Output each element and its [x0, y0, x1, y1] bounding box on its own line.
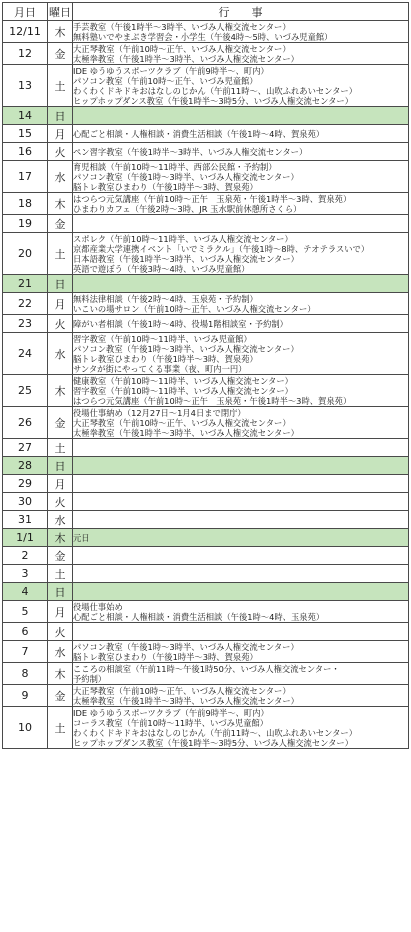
event-calendar-table [2, 2, 409, 749]
date-cell: 12 [3, 43, 48, 65]
event-line: 太極拳教室（午後1時半～3時半、いづみ人権交流センター） [73, 53, 299, 64]
events-cell [73, 601, 409, 623]
event-line: スポレク（午前10時～11時半、いづみ人権交流センター） [73, 233, 293, 244]
weekday-cell: 金 [48, 215, 73, 233]
event-line: サンタが街にやってくる事業（夜、町内一円） [73, 363, 247, 374]
date-cell: 1/1 [3, 529, 48, 547]
event-line: IDE ゆうゆうスポーツクラブ（午前9時半～、町内） [73, 65, 269, 76]
weekday-cell: 木 [48, 193, 73, 215]
events-cell [73, 65, 409, 107]
events-cell [73, 125, 409, 143]
table-row [3, 107, 409, 125]
event-line: IDE ゆうゆうスポーツクラブ（午前9時半～、町内） [73, 707, 269, 718]
weekday-cell: 火 [48, 143, 73, 161]
weekday-cell: 木 [48, 529, 73, 547]
date-cell: 3 [3, 565, 48, 583]
table-row [3, 529, 409, 547]
event-line: パソコン教室（午後1時～3時半、いづみ人権交流センター） [73, 641, 299, 652]
events-cell [73, 407, 409, 439]
date-cell: 2 [3, 547, 48, 565]
weekday-cell: 木 [48, 21, 73, 43]
event-line: 健康教室（午前10時～11時半、いづみ人権交流センター） [73, 375, 293, 386]
table-row [3, 193, 409, 215]
weekday-cell: 金 [48, 43, 73, 65]
weekday-cell: 土 [48, 439, 73, 457]
events-cell [73, 475, 409, 493]
date-cell: 4 [3, 583, 48, 601]
event-line: 役場仕事始め [73, 601, 123, 612]
header-date: 月日 [3, 3, 48, 21]
header-events: 行 事 [73, 3, 409, 21]
date-cell: 17 [3, 161, 48, 193]
table-header-row [3, 3, 409, 21]
weekday-cell: 日 [48, 275, 73, 293]
date-cell: 27 [3, 439, 48, 457]
table-row [3, 583, 409, 601]
event-line: ひまわりカフェ（午後2時～3時、JR 玉水駅前休憩所さくら） [73, 203, 302, 214]
event-line: ヒップホップダンス教室（午後1時半～3時5分、いづみ人権交流センター） [73, 95, 354, 106]
events-cell [73, 193, 409, 215]
events-cell [73, 641, 409, 663]
weekday-cell: 土 [48, 707, 73, 749]
events-cell [73, 233, 409, 275]
event-line: 太極拳教室（午後1時半～3時半、いづみ人権交流センター） [73, 427, 299, 438]
date-cell: 12/11 [3, 21, 48, 43]
event-line: 役場仕事納め（12月27日～1月4日まで閉庁） [73, 407, 246, 418]
event-line: 日本語教室（午後1時半～3時半、いづみ人権交流センター） [73, 253, 299, 264]
table-row [3, 547, 409, 565]
event-line: 大正琴教室（午前10時～正午、いづみ人権交流センター） [73, 685, 291, 696]
events-cell [73, 107, 409, 125]
weekday-cell: 金 [48, 685, 73, 707]
event-line: 英語で遊ぼう（午後3時～4時、いづみ児童館） [73, 263, 250, 274]
date-cell: 24 [3, 333, 48, 375]
event-line: パソコン教室（午後1時～3時半、いづみ人権交流センター） [73, 343, 299, 354]
events-cell [73, 375, 409, 407]
events-cell [73, 439, 409, 457]
event-line: 心配ごと相談・人権相談・消費生活相談（午後1時～4時、玉泉苑） [73, 611, 325, 622]
weekday-cell: 月 [48, 293, 73, 315]
event-line: はつらつ元気講座（午前10時～正午 玉泉苑・午後1時半～3時、賀泉苑） [73, 395, 352, 406]
table-row [3, 275, 409, 293]
events-cell [73, 583, 409, 601]
table-row [3, 233, 409, 275]
weekday-cell: 木 [48, 663, 73, 685]
calendar-body [3, 21, 409, 749]
weekday-cell: 日 [48, 107, 73, 125]
date-cell: 21 [3, 275, 48, 293]
event-line: わくわくドキドキおはなしのじかん（午前11時～、山吹ふれあいセンター） [73, 727, 358, 738]
table-row [3, 707, 409, 749]
table-row [3, 641, 409, 663]
events-cell [73, 685, 409, 707]
date-cell: 16 [3, 143, 48, 161]
event-line: コーラス教室（午前10時～11時半、いづみ児童館） [73, 717, 269, 728]
date-cell: 9 [3, 685, 48, 707]
event-line: 元日 [73, 532, 90, 543]
date-cell: 5 [3, 601, 48, 623]
table-row [3, 125, 409, 143]
weekday-cell: 月 [48, 475, 73, 493]
event-line: わくわくドキドキおはなしのじかん（午前11時～、山吹ふれあいセンター） [73, 85, 358, 96]
table-row [3, 215, 409, 233]
table-row [3, 43, 409, 65]
event-line: パソコン教室（午後1時～3時半、いづみ人権交流センター） [73, 171, 299, 182]
weekday-cell: 土 [48, 565, 73, 583]
table-row [3, 65, 409, 107]
weekday-cell: 火 [48, 623, 73, 641]
event-line: 太極拳教室（午後1時半～3時半、いづみ人権交流センター） [73, 695, 299, 706]
weekday-cell: 月 [48, 125, 73, 143]
table-row [3, 511, 409, 529]
event-line: いこいの場サロン（午前10時～正午、いづみ人権交流センター） [73, 303, 316, 314]
date-cell: 8 [3, 663, 48, 685]
table-row [3, 439, 409, 457]
date-cell: 30 [3, 493, 48, 511]
events-cell [73, 315, 409, 333]
date-cell: 6 [3, 623, 48, 641]
table-row [3, 21, 409, 43]
events-cell [73, 43, 409, 65]
weekday-cell: 金 [48, 407, 73, 439]
events-cell [73, 511, 409, 529]
event-line: 無料塾いでやまぶき学習会・小学生（午後4時～5時、いづみ児童館） [73, 31, 333, 42]
event-line: パソコン教室（午前10時～正午、いづみ児童館） [73, 75, 258, 86]
event-line: こころの相談室（午前11時～午後1時50分、いづみ人権交流センター・ [73, 663, 340, 674]
header-dow: 曜日 [48, 3, 73, 21]
event-line: 習字教室（午前10時～11時半、いづみ人権交流センター） [73, 385, 293, 396]
table-row [3, 315, 409, 333]
table-row [3, 475, 409, 493]
date-cell: 25 [3, 375, 48, 407]
events-cell [73, 275, 409, 293]
date-cell: 23 [3, 315, 48, 333]
events-cell [73, 565, 409, 583]
weekday-cell: 木 [48, 375, 73, 407]
event-line: 予約制） [73, 673, 107, 684]
weekday-cell: 水 [48, 511, 73, 529]
date-cell: 19 [3, 215, 48, 233]
table-row [3, 375, 409, 407]
weekday-cell: 土 [48, 65, 73, 107]
events-cell [73, 293, 409, 315]
event-line: 無料法律相談（午後2時～4時、玉泉苑・予約制） [73, 293, 258, 304]
events-cell [73, 457, 409, 475]
events-cell [73, 21, 409, 43]
weekday-cell: 月 [48, 601, 73, 623]
date-cell: 14 [3, 107, 48, 125]
date-cell: 20 [3, 233, 48, 275]
events-cell [73, 547, 409, 565]
events-cell [73, 143, 409, 161]
weekday-cell: 水 [48, 333, 73, 375]
weekday-cell: 土 [48, 233, 73, 275]
weekday-cell: 金 [48, 547, 73, 565]
events-cell [73, 623, 409, 641]
events-cell [73, 333, 409, 375]
date-cell: 22 [3, 293, 48, 315]
table-row [3, 161, 409, 193]
table-row [3, 333, 409, 375]
event-line: ヒップホップダンス教室（午後1時半～3時5分、いづみ人権交流センター） [73, 737, 354, 748]
date-cell: 13 [3, 65, 48, 107]
weekday-cell: 日 [48, 457, 73, 475]
date-cell: 29 [3, 475, 48, 493]
event-line: 手芸教室（午後1時半～3時半、いづみ人権交流センター） [73, 21, 291, 32]
events-cell [73, 529, 409, 547]
table-row [3, 685, 409, 707]
weekday-cell: 日 [48, 583, 73, 601]
date-cell: 28 [3, 457, 48, 475]
event-line: 脳トレ教室ひまわり（午後1時半～3時、賀泉苑） [73, 181, 258, 192]
table-row [3, 601, 409, 623]
table-row [3, 565, 409, 583]
events-cell [73, 663, 409, 685]
event-line: 育児相談（午前10時～11時半、西部公民館・予約制） [73, 161, 277, 172]
event-line: 障がい者相談（午後1時～4時、役場1階相談室・予約制） [73, 318, 288, 329]
event-line: 脳トレ教室ひまわり（午後1時半～3時、賀泉苑） [73, 353, 258, 364]
weekday-cell: 水 [48, 161, 73, 193]
date-cell: 7 [3, 641, 48, 663]
date-cell: 15 [3, 125, 48, 143]
event-line: 心配ごと相談・人権相談・消費生活相談（午後1時～4時、賀泉苑） [73, 128, 325, 139]
table-row [3, 457, 409, 475]
weekday-cell: 火 [48, 315, 73, 333]
events-cell [73, 161, 409, 193]
date-cell: 10 [3, 707, 48, 749]
table-row [3, 407, 409, 439]
event-line: はつらつ元気講座（午前10時～正午 玉泉苑・午後1時半～3時、賀泉苑） [73, 193, 352, 204]
event-line: 大正琴教室（午前10時～正午、いづみ人権交流センター） [73, 43, 291, 54]
event-line: 大正琴教室（午前10時～正午、いづみ人権交流センター） [73, 417, 291, 428]
table-row [3, 493, 409, 511]
table-row [3, 143, 409, 161]
table-row [3, 293, 409, 315]
table-row [3, 623, 409, 641]
table-row [3, 663, 409, 685]
weekday-cell: 水 [48, 641, 73, 663]
weekday-cell: 火 [48, 493, 73, 511]
date-cell: 31 [3, 511, 48, 529]
events-cell [73, 215, 409, 233]
date-cell: 26 [3, 407, 48, 439]
events-cell [73, 707, 409, 749]
event-line: 脳トレ教室ひまわり（午後1時半～3時、賀泉苑） [73, 651, 258, 662]
event-line: 京都産業大学連携イベント「いでミラクル」（午後1時～8時、テオテラスいで） [73, 243, 370, 254]
event-line: 習字教室（午前10時～11時半、いづみ児童館） [73, 333, 252, 344]
date-cell: 18 [3, 193, 48, 215]
event-line: ペン習字教室（午後1時半～3時半、いづみ人権交流センター） [73, 146, 308, 157]
events-cell [73, 493, 409, 511]
